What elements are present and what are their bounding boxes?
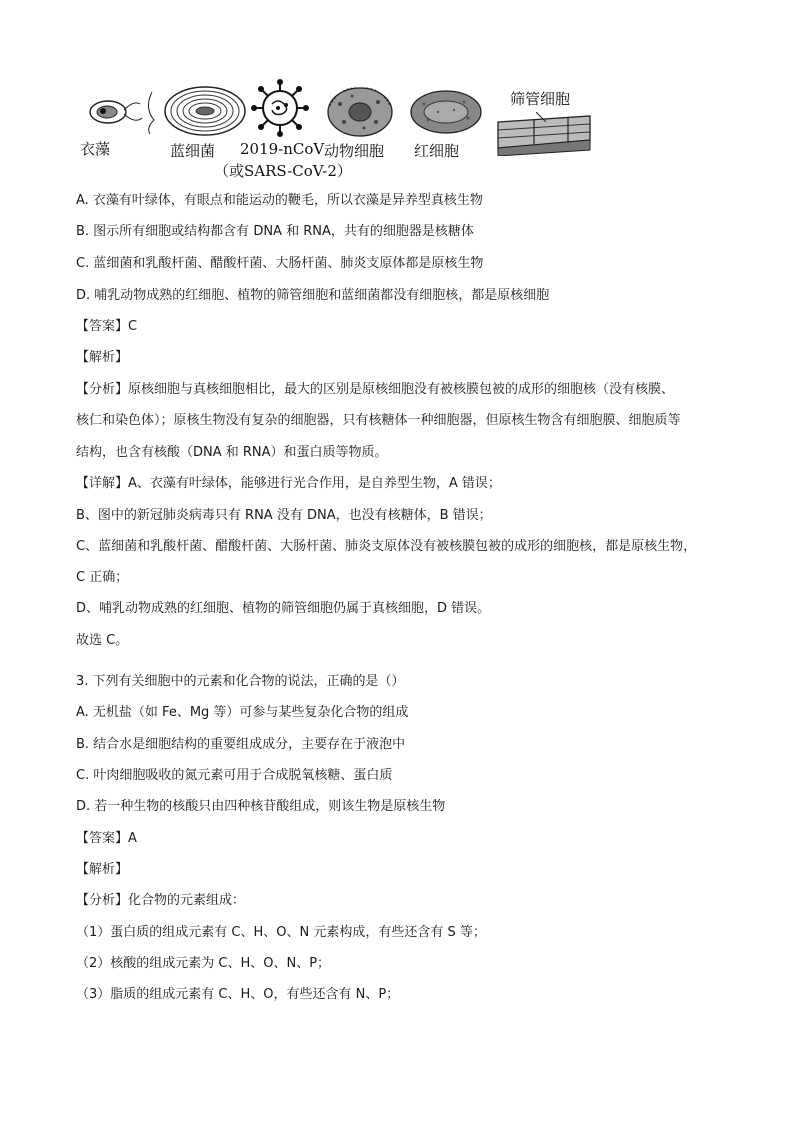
q2-analysis-line: 结构，也含有核酸（DNA 和 RNA）和蛋白质等物质。	[76, 445, 388, 460]
red-blood-cell-illustration	[408, 88, 484, 136]
q2-analysis-line: 故选 C。	[76, 633, 129, 648]
q3-option-b: B. 结合水是细胞结构的重要组成成分，主要存在于液泡中	[76, 737, 406, 752]
label-sieve-tube: 筛管细胞	[510, 90, 571, 108]
q2-analysis-line: D、哺乳动物成熟的红细胞、植物的筛管细胞仍属于真核细胞，D 错误。	[76, 601, 491, 616]
q3-analysis-title: 【解析】	[76, 862, 129, 877]
sieve-tube-illustration	[496, 112, 592, 156]
q2-option-a: A. 衣藻有叶绿体，有眼点和能运动的鞭毛，所以衣藻是异养型真核生物	[76, 193, 483, 208]
organism-figure	[72, 78, 592, 188]
animal-cell-illustration	[324, 82, 396, 138]
label-chlamydomonas: 衣藻	[80, 140, 111, 158]
q3-option-a: A. 无机盐（如 Fe、Mg 等）可参与某些复杂化合物的组成	[76, 705, 409, 720]
q2-analysis-line: C、蓝细菌和乳酸杆菌、醋酸杆菌、大肠杆菌、肺炎支原体没有被核膜包被的成形的细胞核，都是原核生物，	[76, 539, 697, 554]
cyanobacteria-illustration	[162, 84, 248, 138]
q2-analysis-line: 【详解】A、衣藻有叶绿体，能够进行光合作用，是自养型生物，A 错误；	[76, 476, 501, 491]
q3-option-d: D. 若一种生物的核酸只由四种核苷酸组成，则该生物是原核生物	[76, 799, 446, 814]
q3-option-c: C. 叶肉细胞吸收的氮元素可用于合成脱氧核糖、蛋白质	[76, 768, 393, 783]
q3-analysis-line: 【分析】化合物的元素组成：	[76, 893, 246, 908]
label-animal-cell: 动物细胞	[324, 142, 385, 160]
q2-answer: 【答案】C	[76, 319, 138, 334]
q2-analysis-line: C 正确；	[76, 570, 129, 585]
q2-analysis-line: B、图中的新冠肺炎病毒只有 RNA 没有 DNA，也没有核糖体，B 错误；	[76, 508, 492, 523]
q2-option-b: B. 图示所有细胞或结构都含有 DNA 和 RNA，共有的细胞器是核糖体	[76, 224, 474, 239]
virus-illustration	[250, 78, 310, 138]
q3-analysis-line: （2）核酸的组成元素为 C、H、O、N、P；	[76, 956, 331, 971]
q2-analysis-line: 【分析】原核细胞与真核细胞相比，最大的区别是原核细胞没有被核膜包被的成形的细胞核（没有核膜、	[76, 382, 675, 397]
q2-analysis-line: 核仁和染色体）；原核生物没有复杂的细胞器，只有核糖体一种细胞器，但原核生物含有细胞膜、细胞质等	[76, 413, 681, 428]
label-virus-line2: （或SARS-CoV-2）	[214, 162, 352, 180]
q2-analysis-title: 【解析】	[76, 350, 129, 365]
chlamydomonas-illustration	[80, 90, 160, 135]
label-red-blood-cell: 红细胞	[414, 142, 460, 160]
q2-option-d: D. 哺乳动物成熟的红细胞、植物的筛管细胞和蓝细菌都没有细胞核，都是原核细胞	[76, 288, 550, 303]
q2-option-c: C. 蓝细菌和乳酸杆菌、醋酸杆菌、大肠杆菌、肺炎支原体都是原核生物	[76, 256, 484, 271]
q3-analysis-line: （3）脂质的组成元素有 C、H、O，有些还含有 N、P；	[76, 987, 400, 1002]
q3-answer: 【答案】A	[76, 831, 137, 846]
q3-stem: 3. 下列有关细胞中的元素和化合物的说法，正确的是（）	[76, 674, 405, 689]
q3-analysis-line: （1）蛋白质的组成元素有 C、H、O、N 元素构成，有些还含有 S 等；	[76, 925, 486, 940]
label-cyanobacteria: 蓝细菌	[170, 142, 216, 160]
label-virus-line1: 2019-nCoV	[240, 140, 325, 158]
